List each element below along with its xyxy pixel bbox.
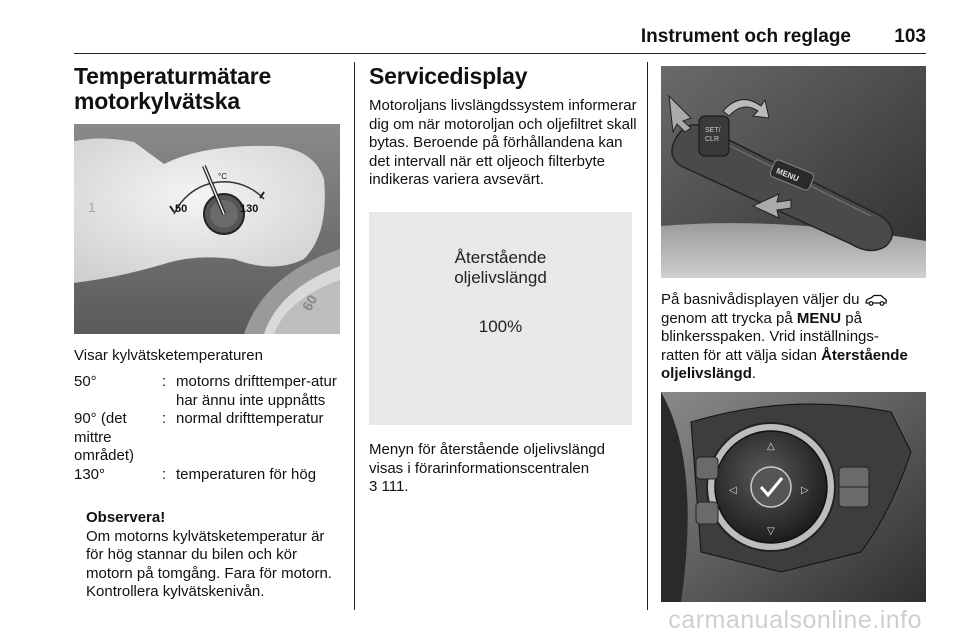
instruction-text: ratten för att välja sidan — [661, 346, 817, 364]
service-intro-text: Motoroljans livslängdssystem informerar dig om när motoroljan och oljefiltret skall bytas. Beroende på förhållandena kan det intervall när ett oljeoch filterbyte indikeras variera avsevärt. — [369, 97, 637, 188]
page-header — [74, 26, 926, 54]
section-heading-service: Servicedisplay — [369, 63, 528, 89]
definition-key: 90° (det mittre området) — [74, 410, 135, 464]
menu-button-reference: MENU — [796, 309, 842, 327]
definition-value: normal drifttemperatur — [176, 410, 324, 427]
car-icon — [864, 294, 888, 306]
heading-line: Temperaturmätare — [74, 63, 272, 89]
definition-value: motorns drifttemper-atur har ännu inte uppnåtts — [176, 373, 337, 409]
definition-key: 130° — [74, 465, 106, 483]
up-arrow-icon: △ — [767, 441, 775, 452]
page-reference[interactable]: 111. — [381, 478, 409, 495]
column-divider — [647, 62, 648, 610]
gauge-drawing — [74, 124, 340, 334]
speedometer-partial-label: 60 — [298, 292, 321, 314]
page-reference-icon: 3 — [369, 478, 378, 495]
note-text: Om motorns kylvätsketemperatur är för hög stannar du bilen och kör motorn på tomgång. Fara för motorn. Kontrollera kylvätskenivån. — [86, 527, 332, 600]
column-divider — [354, 62, 355, 610]
definition-separator: : — [162, 410, 167, 427]
temperature-definition-list — [74, 373, 344, 484]
display-title — [369, 248, 632, 288]
definition-row — [74, 373, 344, 410]
note-title: Observera! — [86, 509, 166, 526]
service-display-illustration — [369, 212, 632, 425]
definition-row — [74, 410, 344, 466]
wheel-drawing — [661, 392, 926, 602]
oil-life-instructions — [661, 291, 931, 384]
set-label: SET/ — [705, 127, 721, 134]
page-number: 103 — [894, 26, 926, 47]
definition-row — [74, 466, 344, 485]
instruction-text: På basnivådisplayen väljer du — [661, 291, 860, 308]
warning-note — [86, 509, 344, 602]
stalk-drawing — [661, 66, 926, 278]
display-oil-life-value: 100% — [478, 317, 523, 336]
header-title: Instrument och reglage — [640, 26, 851, 47]
instruction-text: blinkersspaken. Vrid inställnings- — [661, 328, 879, 345]
watermark: carmanualsonline.info — [668, 606, 922, 634]
steering-wheel-controls-illustration — [661, 392, 926, 602]
gauge-min-label: 50 — [175, 203, 188, 215]
coolant-gauge-illustration — [74, 124, 340, 334]
right-arrow-icon: ▷ — [801, 485, 809, 496]
down-arrow-icon: ▽ — [767, 526, 775, 537]
definition-key: 50° — [74, 373, 97, 390]
heading-line: motorkylvätska — [74, 88, 240, 114]
clr-label: CLR — [705, 136, 720, 143]
display-title-line: oljelivslängd — [454, 268, 547, 287]
gauge-partial-label: 1 — [88, 199, 96, 215]
section-heading-temperature — [74, 64, 344, 114]
gauge-max-label: 130 — [240, 203, 259, 215]
temperature-icon: °C — [218, 172, 227, 181]
target-page-name: oljelivslängd — [661, 365, 752, 382]
definition-value: temperaturen för hög — [176, 465, 317, 483]
instruction-text: . — [751, 365, 757, 382]
target-page-name: Återstående — [821, 346, 908, 364]
gauge-caption: Visar kylvätsketemperaturen — [74, 347, 263, 364]
definition-separator: : — [162, 373, 167, 390]
menu-label: MENU — [774, 166, 801, 184]
instruction-text: på — [845, 309, 862, 327]
menu-description: Menyn för återstående oljelivslängd visas i förarinformationscentralen — [369, 441, 605, 477]
display-title-line: Återstående — [454, 248, 547, 267]
left-arrow-icon: ◁ — [729, 485, 737, 496]
service-menu-text — [369, 441, 637, 497]
instruction-text: genom att trycka på — [661, 309, 793, 327]
definition-separator: : — [162, 465, 167, 483]
indicator-stalk-illustration — [661, 66, 926, 278]
